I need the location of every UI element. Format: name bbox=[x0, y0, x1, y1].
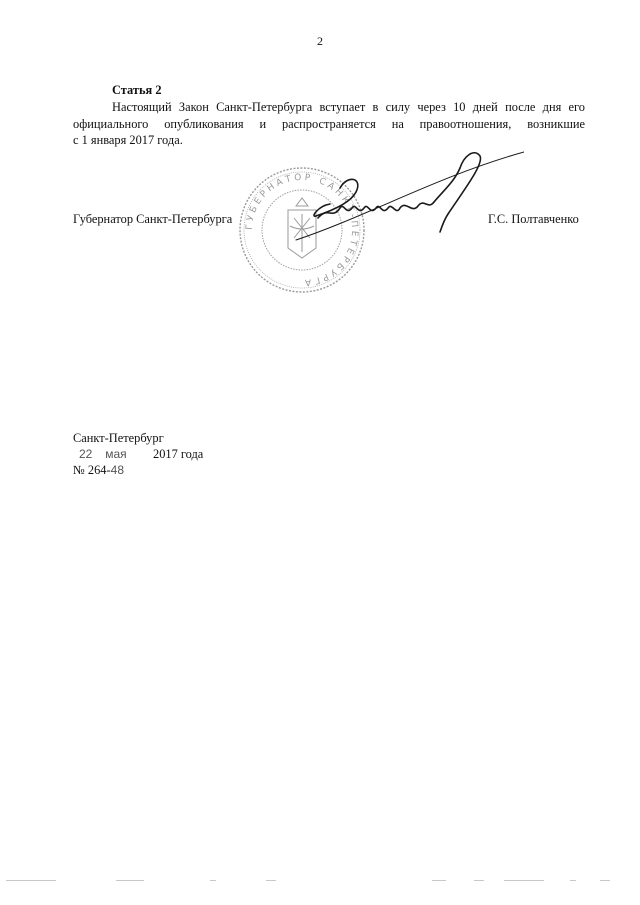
page-number: 2 bbox=[317, 34, 323, 48]
article-line-2: официального опубликования и распространяется на правоотношения, возникшие bbox=[73, 116, 585, 131]
article-line-3: с 1 января 2017 года. bbox=[73, 133, 183, 147]
seal-ring-text: ГУБЕРНАТОР САНКТ-ПЕТЕРБУРГА bbox=[244, 172, 360, 288]
article-line-1: Настоящий Закон Санкт-Петербурга вступает в силу через 10 дней после дня его bbox=[112, 100, 585, 114]
scan-artifact-dots bbox=[0, 879, 640, 883]
date-year: 2017 года bbox=[153, 447, 204, 461]
signature bbox=[288, 146, 524, 246]
law-number-suffix: 48 bbox=[110, 463, 124, 477]
date-line bbox=[79, 447, 204, 462]
law-number-prefix: № 264- bbox=[73, 463, 111, 477]
law-number bbox=[73, 463, 124, 478]
place: Санкт-Петербург bbox=[73, 431, 164, 445]
governor-name: Г.С. Полтавченко bbox=[488, 212, 579, 226]
governor-title: Губернатор Санкт-Петербурга bbox=[73, 212, 233, 226]
date-month: мая bbox=[105, 447, 127, 461]
date-day: 22 bbox=[79, 447, 93, 461]
article-title: Статья 2 bbox=[112, 83, 162, 97]
article-paragraph bbox=[73, 99, 585, 149]
